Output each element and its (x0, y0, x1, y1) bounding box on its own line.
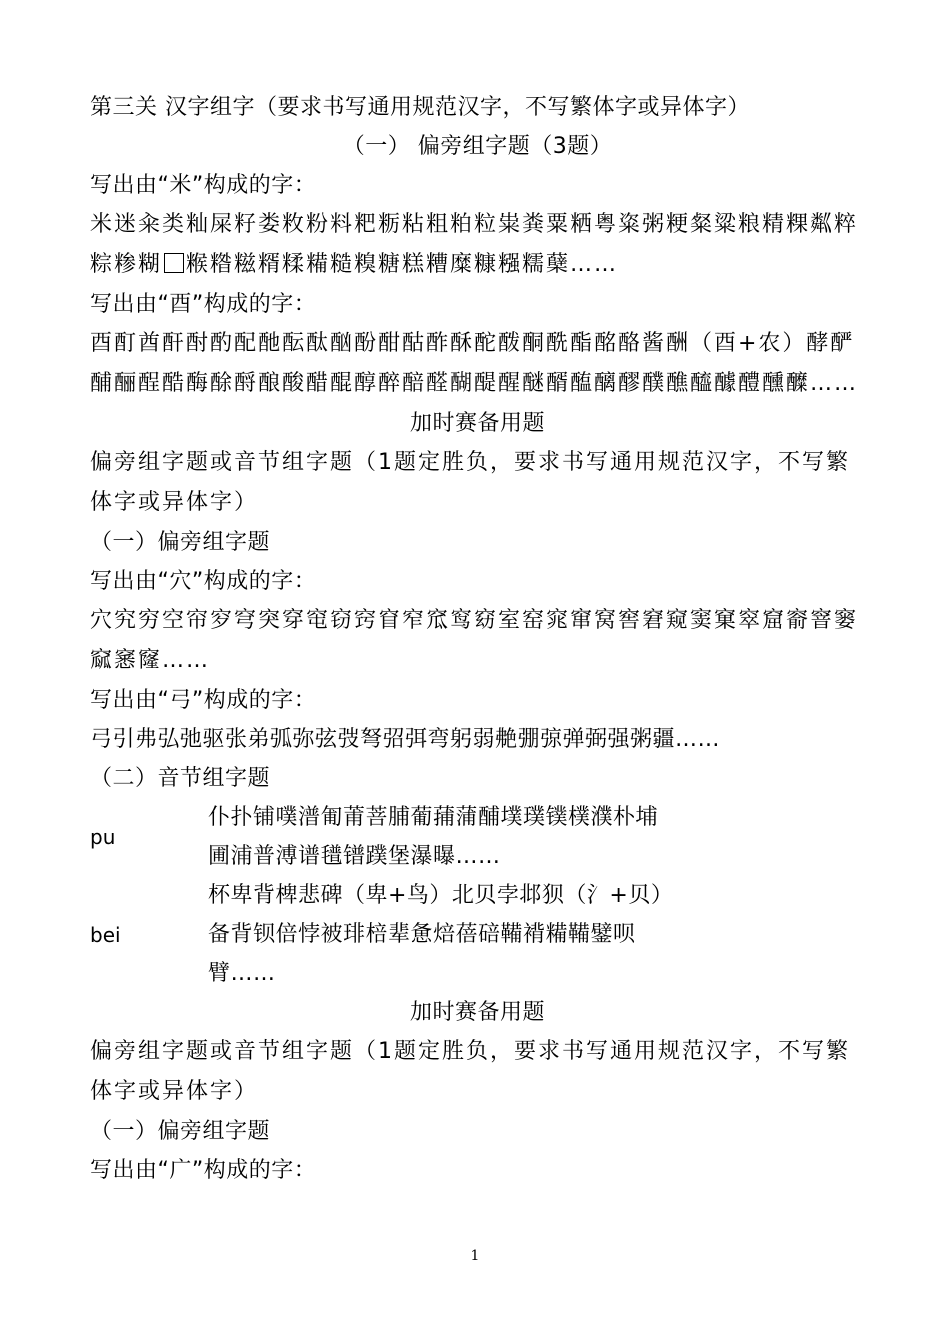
question-you: 写出由“酉”构成的字： (90, 292, 317, 317)
part-title: （一） 偏旁组字题（3题） (342, 134, 613, 159)
extra-round-desc-2: 偏旁组字题或音节组字题（1题定胜负，要求书写通用规范汉字，不写繁体字或异体字） (90, 1039, 850, 1104)
answer-mi-b: 粼粹粽糁糊 (90, 212, 859, 277)
question-guang: 写出由“广”构成的字： (90, 1158, 317, 1183)
section-heading: 第三关 汉字组字（要求书写通用规范汉字，不写繁体字或异体字） (90, 95, 750, 120)
extra-round-title-2: 加时赛备用题 (409, 1000, 545, 1025)
answer-mi-a: 米迷籴类籼屎籽娄敉粉料粑粝粘粗粕粒粜粪粟粞粤粢粥粳粲粱粮精粿 (90, 212, 811, 237)
syllable-row-pu (90, 798, 865, 876)
answer-you: 酉酊酋酐酎酌配酏酝酞酗酚酣酤酢酥酡酦酮酰酯酩酪酱酬（酉+农）酵酽酺酾酲酷酶酴酹酿酸醋醌醇醉醅醛醐醍醒醚醑醢醨醪醭醮醯醵醴醺醾…… (90, 331, 859, 396)
question-xue: 写出由“穴”构成的字： (90, 569, 317, 594)
page-number: 1 (470, 1248, 480, 1264)
syllable-row-bei (90, 876, 865, 993)
extra-round-desc: 偏旁组字题或音节组字题（1题定胜负，要求书写通用规范汉字，不写繁体字或异体字） (90, 450, 850, 515)
question-mi: 写出由“米”构成的字： (90, 173, 317, 198)
document-body (90, 88, 865, 1190)
syllable-chars: 仆扑铺噗潽匍莆菩脯葡蒱蒲酺墣璞镤樸濮朴埔圃浦普溥谱氆镨蹼堡瀑曝…… (208, 805, 659, 869)
extra-part-radical-2: （一）偏旁组字题 (90, 1119, 271, 1144)
answer-xue: 穴究穷空帘穸穹突穿窀窃窍窅窄窊窎窈室窑窕窜窝窖窘窥窦窠窣窟窬窨窭窳窸窿…… (90, 608, 859, 673)
extra-part-syllable: （二）音节组字题 (90, 766, 271, 791)
extra-round-title: 加时赛备用题 (409, 411, 545, 436)
syllable-label: pu (90, 825, 116, 849)
missing-glyph-box (164, 253, 184, 273)
answer-mi (90, 205, 865, 285)
question-gong: 写出由“弓”构成的字： (90, 688, 317, 713)
answer-mi-c: 糇糌糍糈糅糒糙糗糖糕糟糜糠糨糯蘖…… (186, 252, 619, 277)
answer-gong: 弓引弗弘弛驱张弟弧弥弦弢弩弨弭弯躬弱艴弸弶弹弼强粥疆…… (90, 727, 721, 752)
syllable-label: bei (90, 922, 121, 947)
extra-part-radical: （一）偏旁组字题 (90, 530, 271, 555)
syllable-chars: 杯卑背椑悲碑（卑+鸟）北贝孛邶狈（氵+贝）备背钡倍悖被琲棓辈惫焙蓓碚鞴褙糒鞴鐾呗臂…… (208, 883, 674, 986)
